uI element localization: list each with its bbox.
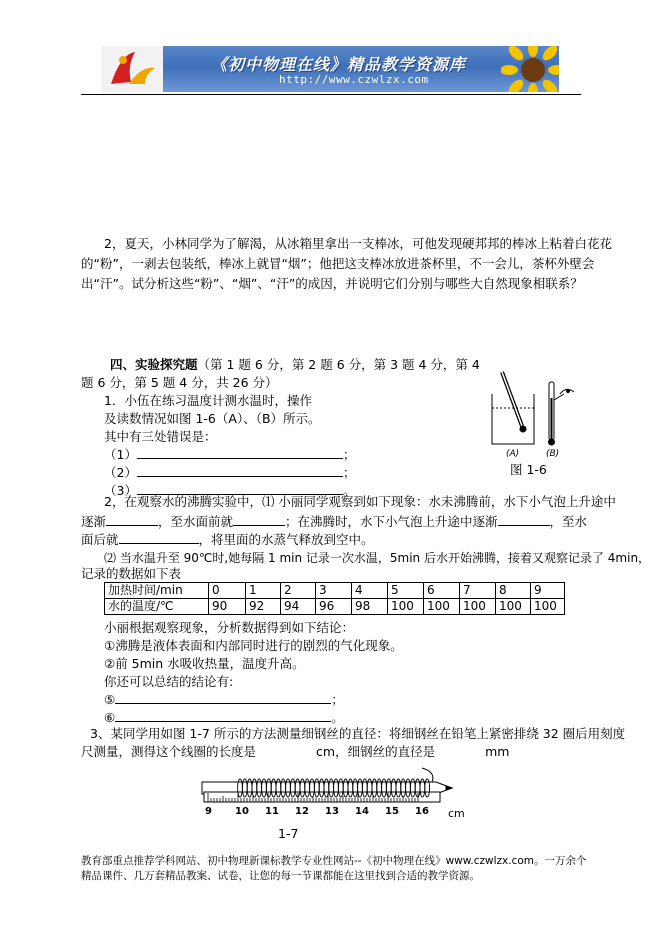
fig16-label-b: (B): [546, 449, 560, 459]
table-cell: 7: [460, 583, 496, 599]
table-cell: 100: [388, 599, 424, 615]
table-row-temperature: [105, 599, 565, 615]
table-row-time: [105, 583, 565, 599]
q2-line-1: 2，夏天，小林同学为了解渴，从冰箱里拿出一支棒冰，可他发现硬邦邦的棒冰上粘着白花花: [104, 236, 612, 251]
ruler-tick-label: 11: [265, 806, 279, 817]
section4-heading: [110, 357, 480, 373]
conclusion-item-6: [104, 710, 344, 726]
error-1-end: ；: [342, 447, 356, 462]
conclusion-intro: 小丽根据观察现象，分析数据得到如下结论：: [104, 620, 355, 635]
conclusion-6-end: 。: [331, 710, 344, 725]
s4-q2-line3-part-a: 面后就: [81, 532, 119, 547]
table-cell: 0: [209, 583, 246, 599]
site-logo: [101, 46, 163, 92]
s4-q2-line3-part-b: ，将里面的水蒸气释放到空中。: [198, 532, 374, 547]
table-cell: 8: [496, 583, 531, 599]
conclusion-5-end: ；: [331, 692, 344, 707]
error-2-label: （2）: [104, 465, 137, 480]
banner-url[interactable]: http://www.czwlzx.com: [279, 73, 429, 86]
s4-q1-line3: 其中有三处错误是：: [104, 429, 217, 444]
table-cell: 100: [460, 599, 496, 615]
conclusion-5-blank[interactable]: [115, 692, 331, 704]
table-cell: 94: [281, 599, 316, 615]
table-cell: 1: [246, 583, 281, 599]
ruler-tick-label: 10: [235, 806, 249, 817]
s4-q2-line1: 2，在观察水的沸腾实验中，⑴ 小丽同学观察到如下现象：水未沸腾前，水下小气泡上升途中: [104, 494, 616, 509]
boiling-data-table: [104, 582, 565, 615]
conclusion-item-5: [104, 692, 344, 708]
sunflower-icon: [501, 46, 559, 92]
table-cell: 90: [209, 599, 246, 615]
figure-1-6: [488, 368, 588, 460]
s4-q2-line3: [81, 532, 374, 548]
s4-q2-line2-part-b: ，至水面前就: [158, 514, 234, 529]
blank-bubbles-before-1[interactable]: [106, 514, 158, 526]
fig16-label-a: (A): [506, 449, 520, 459]
section4-heading-bold: 四、实验探究题: [110, 357, 198, 372]
s4-q2-line2-part-a: 逐渐: [81, 514, 107, 529]
error-1-blank[interactable]: [137, 447, 343, 459]
conclusion-6-blank[interactable]: [115, 710, 331, 722]
s4-q1-line1: 1．小伍在练习温度计测水温时，操作: [104, 393, 312, 408]
s4-q3-line2-part-c: mm: [485, 744, 510, 759]
table-cell: 水的温度/℃: [105, 599, 209, 615]
banner-title: 《初中物理在线》精品教学资源库: [211, 55, 467, 74]
fig17-caption: 1-7: [278, 826, 299, 841]
error-3-label: （3）: [104, 483, 137, 498]
ruler-tick-label: 16: [415, 806, 429, 817]
s4-q3-line2-part-b: cm，细钢丝的直径是: [316, 744, 436, 759]
error-item-2: [104, 465, 355, 481]
s4-q2-line2-part-d: ，至水: [549, 514, 588, 529]
table-cell: 92: [246, 599, 281, 615]
table-cell: 100: [496, 599, 531, 615]
table-cell: 100: [531, 599, 565, 615]
s4-q2-line2: [81, 514, 587, 530]
s4-q2-line2-part-c: ；在沸腾时，水下小气泡上升途中逐渐: [285, 514, 498, 529]
conclusion-prompt: 你还可以总结的结论有:: [104, 674, 234, 689]
table-cell: 5: [388, 583, 424, 599]
s4-q3-line2: [81, 744, 509, 760]
section4-heading-rest: （第 1 题 6 分，第 2 题 6 分，第 3 题 4 分，第 4: [197, 357, 480, 372]
table-cell: 96: [316, 599, 352, 615]
error-2-end: ；: [342, 465, 356, 480]
conclusion-5-label: ⑤: [104, 692, 116, 707]
error-2-blank[interactable]: [137, 465, 343, 477]
ruler-labels: [205, 806, 429, 817]
conclusion-6-label: ⑥: [104, 710, 116, 725]
q2-line-3: 出“汗”。试分析这些“粉”、“烟”、“汗”的成因，并说明它们分别与哪些大自然现象相联系？: [81, 276, 583, 291]
s4-q3-line2-part-a: 尺测量，测得这个线圈的长度是: [81, 744, 257, 759]
header-rule: [81, 94, 581, 95]
s4-q2-line5: 记录的数据如下表: [81, 566, 182, 581]
ruler-tick-label: 9: [205, 806, 212, 817]
header-banner: [101, 46, 559, 92]
ruler-tick-label: 12: [295, 806, 309, 817]
ruler-unit: cm: [448, 807, 465, 820]
blank-bubbles-during-1[interactable]: [498, 514, 550, 526]
conclusion-1: ①沸腾是液体表面和内部同时进行的剧烈的气化现象。: [104, 638, 403, 653]
error-item-1: [104, 447, 355, 463]
table-cell: 6: [424, 583, 460, 599]
ruler-tick-label: 13: [325, 806, 339, 817]
ruler-tick-label: 14: [355, 806, 369, 817]
error-1-label: （1）: [104, 447, 137, 462]
section4-heading-line2: 题 6 分，第 5 题 4 分，共 26 分）: [81, 375, 278, 390]
blank-bubbles-during-2[interactable]: [119, 532, 199, 544]
table-cell: 加热时间/min: [105, 583, 209, 599]
conclusion-2: ②前 5min 水吸收热量，温度升高。: [104, 656, 305, 671]
table-cell: 9: [531, 583, 565, 599]
s4-q3-line1: 3、某同学用如图 1-7 所示的方法测量细钢丝的直径：将细钢丝在铅笔上紧密排绕 32 圈后用刻度: [90, 726, 626, 741]
table-cell: 2: [281, 583, 316, 599]
blank-bubbles-before-2[interactable]: [233, 514, 285, 526]
fig16-caption: 图 1-6: [510, 462, 547, 477]
s4-q1-line2: 及读数情况如图 1-6（A）、（B）所示。: [104, 411, 321, 426]
error-3-end: 。: [342, 483, 356, 498]
table-cell: 98: [352, 599, 388, 615]
footer-note: 教育部重点推荐学科网站、初中物理新课标教学专业性网站--《初中物理在线》www.czwlzx.com。一万余个精品课件、几万套精品教案、试卷，让您的每一节课都能在这里找到合适的教学资源。: [81, 855, 587, 882]
s4-q2-line4: ⑵ 当水温升至 90℃时,她每隔 1 min 记录一次水温，5min 后水开始沸腾，接着又观察记录了 4min，: [104, 551, 651, 565]
table-cell: 3: [316, 583, 352, 599]
table-cell: 4: [352, 583, 388, 599]
figure-1-7: [200, 762, 472, 820]
table-cell: 100: [424, 599, 460, 615]
ruler-tick-label: 15: [385, 806, 399, 817]
q2-line-2: 的“粉”，一剥去包装纸，棒冰上就冒“烟”；他把这支棒冰放进茶杯里，不一会儿，茶杯外壁会: [81, 256, 595, 271]
